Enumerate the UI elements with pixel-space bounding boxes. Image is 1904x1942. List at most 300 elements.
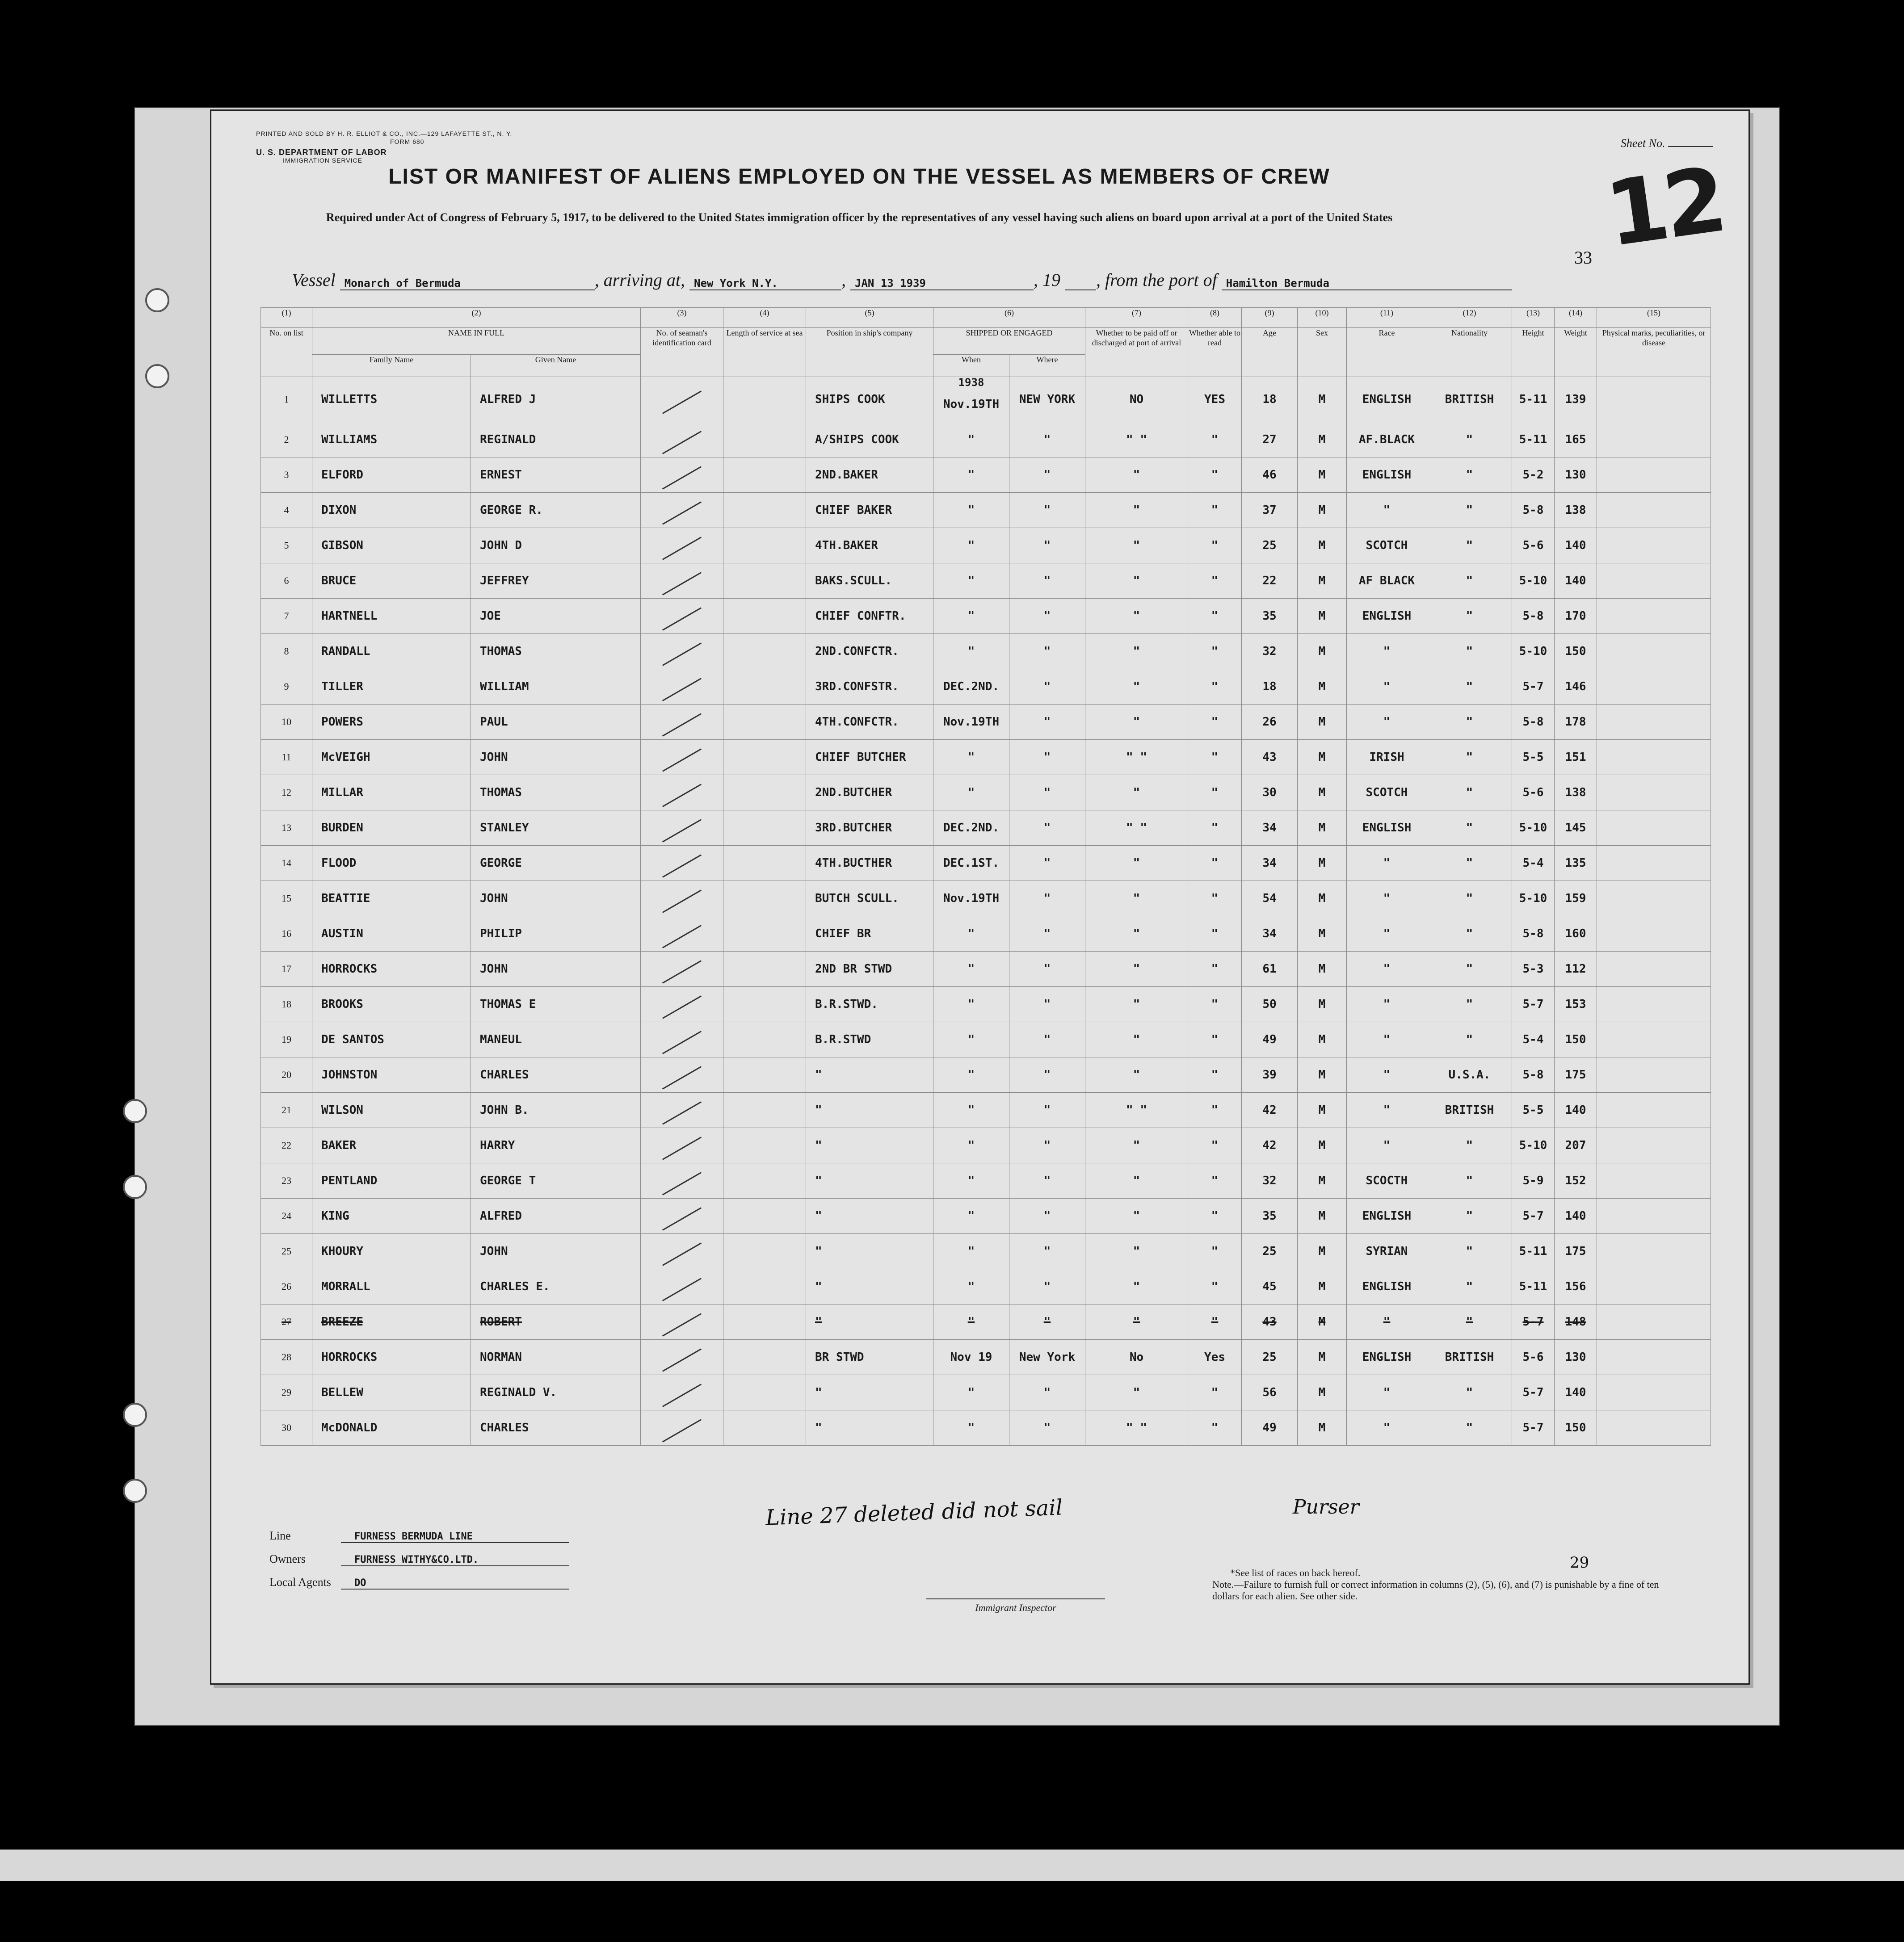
cell-nat: " bbox=[1427, 775, 1512, 810]
cell-family: BREEZE bbox=[312, 1304, 471, 1340]
cell-no: 1 bbox=[261, 377, 312, 422]
cell-position: BUTCH SCULL. bbox=[806, 881, 933, 916]
cell-race: AF.BLACK bbox=[1347, 422, 1427, 457]
table-row bbox=[261, 1234, 1711, 1269]
tick-mark-icon bbox=[662, 431, 702, 454]
cell-age: 50 bbox=[1242, 987, 1298, 1022]
cell-nat: " bbox=[1427, 493, 1512, 528]
cell-race: " bbox=[1347, 916, 1427, 952]
cell-race: " bbox=[1347, 705, 1427, 740]
tick-mark-icon bbox=[662, 1348, 702, 1372]
binder-hole bbox=[145, 364, 169, 388]
cell-read: " bbox=[1188, 457, 1242, 493]
cell-weight: 170 bbox=[1555, 599, 1597, 634]
cell-where: " bbox=[1009, 952, 1085, 987]
tick-mark-icon bbox=[662, 1137, 702, 1160]
cell-race: SCOTCH bbox=[1347, 528, 1427, 563]
table-row bbox=[261, 1199, 1711, 1234]
col-num-3: (3) bbox=[641, 308, 723, 328]
id-card-tick-icon bbox=[641, 987, 723, 1022]
footer-notes bbox=[1212, 1567, 1659, 1602]
cell-family: HARTNELL bbox=[312, 599, 471, 634]
cell-read: " bbox=[1188, 1057, 1242, 1093]
races-note: *See list of races on back hereof. bbox=[1230, 1567, 1361, 1578]
cell-position: 2ND.BAKER bbox=[806, 457, 933, 493]
cell-where: " bbox=[1009, 846, 1085, 881]
cell-weight: 152 bbox=[1555, 1163, 1597, 1199]
cell-given: NORMAN bbox=[471, 1340, 641, 1375]
cell-where: " bbox=[1009, 493, 1085, 528]
table-row bbox=[261, 810, 1711, 846]
cell-height: 5-7 bbox=[1512, 669, 1555, 705]
header-position: Position in ship's company bbox=[806, 328, 933, 377]
cell-where: " bbox=[1009, 1057, 1085, 1093]
id-card-tick-icon bbox=[641, 1199, 723, 1234]
cell-race: AF BLACK bbox=[1347, 563, 1427, 599]
cell-no: 14 bbox=[261, 846, 312, 881]
cell-race: " bbox=[1347, 1022, 1427, 1057]
cell-given: ALFRED bbox=[471, 1199, 641, 1234]
cell-paid: No bbox=[1085, 1340, 1188, 1375]
table-row bbox=[261, 1340, 1711, 1375]
cell-read: " bbox=[1188, 599, 1242, 634]
cell-weight: 138 bbox=[1555, 493, 1597, 528]
cell-weight: 160 bbox=[1555, 916, 1597, 952]
tick-mark-icon bbox=[662, 960, 702, 984]
cell-given: JOE bbox=[471, 599, 641, 634]
length-of-service-cell bbox=[723, 1304, 806, 1340]
deleted-line-note: Line 27 deleted did not sail bbox=[765, 1495, 1063, 1531]
vessel-info-line: Vessel Monarch of Bermuda , arriving at, New York N.Y. , JAN 13 1939 , 19 , from the port of Hamilton Bermuda bbox=[292, 269, 1722, 290]
length-of-service-cell bbox=[723, 705, 806, 740]
cell-height: 5-11 bbox=[1512, 422, 1555, 457]
table-row bbox=[261, 1057, 1711, 1093]
physical-marks-cell bbox=[1597, 1163, 1711, 1199]
cell-no: 7 bbox=[261, 599, 312, 634]
cell-sex: M bbox=[1298, 528, 1347, 563]
table-row bbox=[261, 1410, 1711, 1446]
id-card-tick-icon bbox=[641, 1269, 723, 1304]
cell-family: RANDALL bbox=[312, 634, 471, 669]
cell-no: 21 bbox=[261, 1093, 312, 1128]
inspector-label: Immigrant Inspector bbox=[926, 1598, 1105, 1614]
id-card-tick-icon bbox=[641, 1410, 723, 1446]
cell-age: 30 bbox=[1242, 775, 1298, 810]
binder-hole bbox=[123, 1175, 147, 1199]
cell-given: THOMAS bbox=[471, 634, 641, 669]
cell-position: A/SHIPS COOK bbox=[806, 422, 933, 457]
header-where: Where bbox=[1009, 355, 1085, 377]
cell-nat: " bbox=[1427, 952, 1512, 987]
cell-given: GEORGE R. bbox=[471, 493, 641, 528]
cell-paid: " " bbox=[1085, 422, 1188, 457]
cell-height: 5-10 bbox=[1512, 634, 1555, 669]
cell-height: 5-4 bbox=[1512, 1022, 1555, 1057]
cell-when: " bbox=[933, 1234, 1009, 1269]
cell-when: " bbox=[933, 1093, 1009, 1128]
cell-read: " bbox=[1188, 740, 1242, 775]
cell-height: 5-8 bbox=[1512, 599, 1555, 634]
cell-when: " bbox=[933, 634, 1009, 669]
cell-weight: 140 bbox=[1555, 1093, 1597, 1128]
cell-nat: " bbox=[1427, 1375, 1512, 1410]
cell-weight: 150 bbox=[1555, 1022, 1597, 1057]
cell-age: 25 bbox=[1242, 1234, 1298, 1269]
tick-mark-icon bbox=[662, 889, 702, 913]
cell-height: 5-11 bbox=[1512, 1234, 1555, 1269]
col-num-7: (7) bbox=[1085, 308, 1188, 328]
header-age: Age bbox=[1242, 328, 1298, 377]
cell-position: CHIEF BR bbox=[806, 916, 933, 952]
cell-where: " bbox=[1009, 987, 1085, 1022]
tick-mark-icon bbox=[662, 1419, 702, 1443]
cell-race: " bbox=[1347, 881, 1427, 916]
cell-age: 39 bbox=[1242, 1057, 1298, 1093]
tick-mark-icon bbox=[662, 607, 702, 631]
cell-given: MANEUL bbox=[471, 1022, 641, 1057]
cell-sex: M bbox=[1298, 987, 1347, 1022]
cell-age: 32 bbox=[1242, 634, 1298, 669]
cell-family: POWERS bbox=[312, 705, 471, 740]
cell-given: PAUL bbox=[471, 705, 641, 740]
cell-given: THOMAS E bbox=[471, 987, 641, 1022]
cell-paid: " bbox=[1085, 669, 1188, 705]
cell-family: WILLETTS bbox=[312, 377, 471, 422]
cell-when: " bbox=[933, 1022, 1009, 1057]
cell-family: McDONALD bbox=[312, 1410, 471, 1446]
table-row bbox=[261, 599, 1711, 634]
year-note: 1938 bbox=[958, 377, 984, 389]
id-card-tick-icon bbox=[641, 1304, 723, 1340]
length-of-service-cell bbox=[723, 1340, 806, 1375]
cell-age: 49 bbox=[1242, 1022, 1298, 1057]
cell-given: HARRY bbox=[471, 1128, 641, 1163]
cell-age: 34 bbox=[1242, 846, 1298, 881]
physical-marks-cell bbox=[1597, 1234, 1711, 1269]
cell-nat: " bbox=[1427, 705, 1512, 740]
length-of-service-cell bbox=[723, 669, 806, 705]
cell-family: DE SANTOS bbox=[312, 1022, 471, 1057]
cell-age: 25 bbox=[1242, 1340, 1298, 1375]
cell-where: " bbox=[1009, 705, 1085, 740]
cell-sex: M bbox=[1298, 563, 1347, 599]
cell-position: " bbox=[806, 1410, 933, 1446]
penalty-note: Note.—Failure to furnish full or correct information in columns (2), (5), (6), and (7) is punishable by a fine of ten dollars for each alien. See other side. bbox=[1212, 1579, 1659, 1602]
cell-no: 18 bbox=[261, 987, 312, 1022]
col-num-2: (2) bbox=[312, 308, 641, 328]
form-imprint bbox=[256, 130, 512, 164]
length-of-service-cell bbox=[723, 528, 806, 563]
col-num-1: (1) bbox=[261, 308, 312, 328]
cell-family: MILLAR bbox=[312, 775, 471, 810]
physical-marks-cell bbox=[1597, 1057, 1711, 1093]
cell-age: 37 bbox=[1242, 493, 1298, 528]
cell-height: 5-7 bbox=[1512, 1410, 1555, 1446]
cell-paid: " bbox=[1085, 775, 1188, 810]
length-of-service-cell bbox=[723, 881, 806, 916]
from-port-label: , from the port of bbox=[1096, 270, 1217, 290]
vessel-name: Monarch of Bermuda bbox=[340, 277, 595, 290]
tick-mark-icon bbox=[662, 678, 702, 701]
cell-age: 56 bbox=[1242, 1375, 1298, 1410]
cell-sex: M bbox=[1298, 1269, 1347, 1304]
cell-position: " bbox=[806, 1093, 933, 1128]
id-card-tick-icon bbox=[641, 952, 723, 987]
physical-marks-cell bbox=[1597, 916, 1711, 952]
id-card-tick-icon bbox=[641, 634, 723, 669]
form-number: FORM 680 bbox=[390, 138, 425, 145]
cell-race: " bbox=[1347, 634, 1427, 669]
cell-family: BEATTIE bbox=[312, 881, 471, 916]
cell-paid: " " bbox=[1085, 1410, 1188, 1446]
cell-height: 5-8 bbox=[1512, 1057, 1555, 1093]
cell-given: REGINALD bbox=[471, 422, 641, 457]
physical-marks-cell bbox=[1597, 775, 1711, 810]
id-card-tick-icon bbox=[641, 775, 723, 810]
cell-no: 3 bbox=[261, 457, 312, 493]
id-card-tick-icon bbox=[641, 377, 723, 422]
sheet-number-field bbox=[1621, 137, 1713, 150]
cell-age: 35 bbox=[1242, 599, 1298, 634]
cell-race: ENGLISH bbox=[1347, 457, 1427, 493]
id-card-tick-icon bbox=[641, 1375, 723, 1410]
physical-marks-cell bbox=[1597, 1410, 1711, 1446]
id-card-tick-icon bbox=[641, 810, 723, 846]
cell-nat: " bbox=[1427, 1022, 1512, 1057]
cell-race: " bbox=[1347, 1410, 1427, 1446]
cell-given: GEORGE T bbox=[471, 1163, 641, 1199]
cell-age: 61 bbox=[1242, 952, 1298, 987]
cell-paid: " bbox=[1085, 1163, 1188, 1199]
cell-sex: M bbox=[1298, 634, 1347, 669]
cell-weight: 165 bbox=[1555, 422, 1597, 457]
cell-paid: " bbox=[1085, 1375, 1188, 1410]
cell-family: BRUCE bbox=[312, 563, 471, 599]
cell-when: " bbox=[933, 563, 1009, 599]
cell-family: McVEIGH bbox=[312, 740, 471, 775]
cell-read: " bbox=[1188, 775, 1242, 810]
tick-mark-icon bbox=[662, 713, 702, 737]
physical-marks-cell bbox=[1597, 634, 1711, 669]
cell-nat: " bbox=[1427, 669, 1512, 705]
sheet-number-label: Sheet No. bbox=[1620, 137, 1665, 150]
header-nationality: Nationality bbox=[1427, 328, 1512, 377]
cell-race: " bbox=[1347, 1304, 1427, 1340]
cell-position: " bbox=[806, 1269, 933, 1304]
cell-no: 13 bbox=[261, 810, 312, 846]
cell-race: SCOTCH bbox=[1347, 775, 1427, 810]
id-card-tick-icon bbox=[641, 1128, 723, 1163]
header-when: When bbox=[933, 355, 1009, 377]
header-id-card: No. of seaman's identification card bbox=[641, 328, 723, 377]
physical-marks-cell bbox=[1597, 846, 1711, 881]
cell-family: DIXON bbox=[312, 493, 471, 528]
cell-position: 4TH.BUCTHER bbox=[806, 846, 933, 881]
id-card-tick-icon bbox=[641, 881, 723, 916]
cell-position: 2ND.BUTCHER bbox=[806, 775, 933, 810]
table-row bbox=[261, 952, 1711, 987]
cell-height: 5-6 bbox=[1512, 528, 1555, 563]
table-row bbox=[261, 1375, 1711, 1410]
cell-where: " bbox=[1009, 528, 1085, 563]
cell-position: 4TH.BAKER bbox=[806, 528, 933, 563]
cell-given: CHARLES E. bbox=[471, 1269, 641, 1304]
table-row bbox=[261, 563, 1711, 599]
cell-no: 24 bbox=[261, 1199, 312, 1234]
col-num-14: (14) bbox=[1555, 308, 1597, 328]
cell-position: " bbox=[806, 1375, 933, 1410]
cell-when: " bbox=[933, 1199, 1009, 1234]
cell-read: " bbox=[1188, 916, 1242, 952]
id-card-tick-icon bbox=[641, 1093, 723, 1128]
cell-sex: M bbox=[1298, 1340, 1347, 1375]
table-row bbox=[261, 916, 1711, 952]
physical-marks-cell bbox=[1597, 493, 1711, 528]
cell-given: CHARLES bbox=[471, 1410, 641, 1446]
owners-value: FURNESS WITHY&CO.LTD. bbox=[341, 1554, 569, 1566]
cell-family: HORROCKS bbox=[312, 1340, 471, 1375]
id-card-tick-icon bbox=[641, 599, 723, 634]
cell-paid: " bbox=[1085, 705, 1188, 740]
cell-given: THOMAS bbox=[471, 775, 641, 810]
cell-read: " bbox=[1188, 422, 1242, 457]
cell-height: 5-5 bbox=[1512, 1093, 1555, 1128]
arriving-label: , arriving at, bbox=[594, 270, 685, 290]
cell-read: " bbox=[1188, 1022, 1242, 1057]
cell-height: 5-3 bbox=[1512, 952, 1555, 987]
cell-when: " bbox=[933, 599, 1009, 634]
cell-sex: M bbox=[1298, 775, 1347, 810]
cell-race: SCOCTH bbox=[1347, 1163, 1427, 1199]
cell-where: NEW YORK bbox=[1009, 377, 1085, 422]
table-row bbox=[261, 377, 1711, 422]
cell-read: " bbox=[1188, 846, 1242, 881]
cell-where: " bbox=[1009, 669, 1085, 705]
table-row bbox=[261, 987, 1711, 1022]
agents-label: Local Agents bbox=[269, 1576, 331, 1589]
cell-nat: BRITISH bbox=[1427, 1340, 1512, 1375]
cell-where: " bbox=[1009, 1163, 1085, 1199]
cell-family: TILLER bbox=[312, 669, 471, 705]
tick-mark-icon bbox=[662, 748, 702, 772]
cell-read: " bbox=[1188, 1269, 1242, 1304]
cell-sex: M bbox=[1298, 952, 1347, 987]
cell-when: Nov.19TH bbox=[933, 705, 1009, 740]
cell-sex: M bbox=[1298, 1057, 1347, 1093]
cell-when: " bbox=[933, 1163, 1009, 1199]
physical-marks-cell bbox=[1597, 1340, 1711, 1375]
cell-position: 3RD.BUTCHER bbox=[806, 810, 933, 846]
cell-nat: " bbox=[1427, 1163, 1512, 1199]
cell-weight: 175 bbox=[1555, 1057, 1597, 1093]
cell-no: 2 bbox=[261, 422, 312, 457]
cell-nat: " bbox=[1427, 528, 1512, 563]
physical-marks-cell bbox=[1597, 563, 1711, 599]
cell-height: 5-6 bbox=[1512, 775, 1555, 810]
cell-read: " bbox=[1188, 987, 1242, 1022]
year-label: , 19 bbox=[1034, 270, 1060, 290]
cell-nat: " bbox=[1427, 916, 1512, 952]
cell-when: " bbox=[933, 457, 1009, 493]
table-row bbox=[261, 528, 1711, 563]
cell-no: 9 bbox=[261, 669, 312, 705]
tick-mark-icon bbox=[662, 819, 702, 843]
cell-height: 5-7 bbox=[1512, 1375, 1555, 1410]
cell-position: " bbox=[806, 1163, 933, 1199]
table-row bbox=[261, 422, 1711, 457]
cell-race: " bbox=[1347, 987, 1427, 1022]
cell-position: BAKS.SCULL. bbox=[806, 563, 933, 599]
purser-signature: Purser bbox=[1293, 1496, 1359, 1518]
cell-read: " bbox=[1188, 810, 1242, 846]
cell-position: " bbox=[806, 1304, 933, 1340]
cell-position: " bbox=[806, 1128, 933, 1163]
page-handwritten-number: 29 bbox=[1570, 1554, 1589, 1572]
cell-age: 27 bbox=[1242, 422, 1298, 457]
cell-weight: 140 bbox=[1555, 528, 1597, 563]
cell-family: KING bbox=[312, 1199, 471, 1234]
id-card-tick-icon bbox=[641, 1022, 723, 1057]
cell-weight: 135 bbox=[1555, 846, 1597, 881]
cell-given: JOHN B. bbox=[471, 1093, 641, 1128]
length-of-service-cell bbox=[723, 1128, 806, 1163]
table-row bbox=[261, 1022, 1711, 1057]
tick-mark-icon bbox=[662, 390, 702, 414]
cell-given: ROBERT bbox=[471, 1304, 641, 1340]
table-row bbox=[261, 669, 1711, 705]
tick-mark-icon bbox=[662, 784, 702, 807]
tick-mark-icon bbox=[662, 1207, 702, 1231]
physical-marks-cell bbox=[1597, 1304, 1711, 1340]
cell-position: " bbox=[806, 1234, 933, 1269]
cell-where: " bbox=[1009, 810, 1085, 846]
cell-nat: " bbox=[1427, 563, 1512, 599]
cell-height: 5-11 bbox=[1512, 1269, 1555, 1304]
cell-paid: " bbox=[1085, 528, 1188, 563]
cell-paid: " bbox=[1085, 493, 1188, 528]
cell-nat: " bbox=[1427, 1304, 1512, 1340]
physical-marks-cell bbox=[1597, 457, 1711, 493]
cell-sex: M bbox=[1298, 881, 1347, 916]
cell-read: " bbox=[1188, 1375, 1242, 1410]
length-of-service-cell bbox=[723, 952, 806, 987]
cell-family: JOHNSTON bbox=[312, 1057, 471, 1093]
cell-no: 4 bbox=[261, 493, 312, 528]
length-of-service-cell bbox=[723, 916, 806, 952]
cell-family: ELFORD bbox=[312, 457, 471, 493]
length-of-service-cell bbox=[723, 634, 806, 669]
tick-mark-icon bbox=[662, 537, 702, 560]
col-num-12: (12) bbox=[1427, 308, 1512, 328]
cell-read: " bbox=[1188, 1304, 1242, 1340]
col-num-13: (13) bbox=[1512, 308, 1555, 328]
header-able-read: Whether able to read bbox=[1188, 328, 1242, 377]
id-card-tick-icon bbox=[641, 457, 723, 493]
cell-weight: 175 bbox=[1555, 1234, 1597, 1269]
cell-where: " bbox=[1009, 881, 1085, 916]
col-num-5: (5) bbox=[806, 308, 933, 328]
tick-mark-icon bbox=[662, 1066, 702, 1090]
cell-read: " bbox=[1188, 528, 1242, 563]
cell-height: 5-8 bbox=[1512, 916, 1555, 952]
cell-sex: M bbox=[1298, 599, 1347, 634]
cell-age: 35 bbox=[1242, 1199, 1298, 1234]
cell-paid: " bbox=[1085, 1304, 1188, 1340]
cell-nat: " bbox=[1427, 1199, 1512, 1234]
cell-paid: " bbox=[1085, 634, 1188, 669]
id-card-tick-icon bbox=[641, 705, 723, 740]
cell-when: DEC.1ST. bbox=[933, 846, 1009, 881]
